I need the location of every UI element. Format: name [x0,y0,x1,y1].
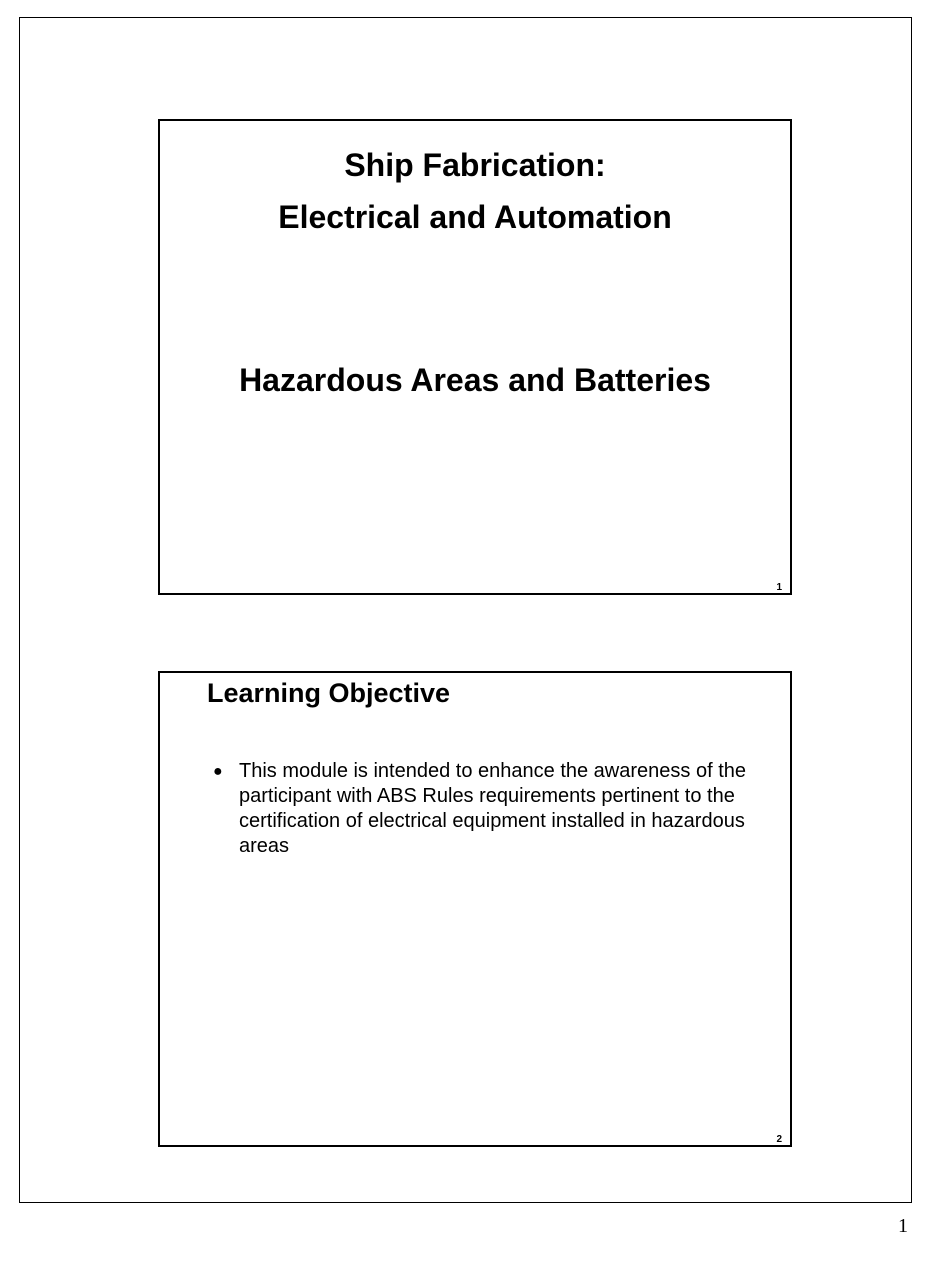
bullet-item [213,759,753,859]
slide-subtitle: Hazardous Areas and Batteries [239,362,711,398]
bullet-dot-icon: ● [213,763,223,780]
slide-heading: Learning Objective [207,678,451,708]
slide-number: 1 [776,582,782,593]
slide-title-line-1: Ship Fabrication: [344,147,606,183]
slide-title-line-2: Electrical and Automation [278,199,672,235]
slide-2 [158,671,792,1147]
bullet-list [213,759,753,859]
page-number: 1 [898,1215,908,1237]
slide-number: 2 [776,1134,782,1145]
slide-1 [158,119,792,595]
bullet-text: This module is intended to enhance the awareness of the participant with ABS Rules requirements pertinent to the certification of electrical equipment installed in hazardous areas [239,760,746,857]
